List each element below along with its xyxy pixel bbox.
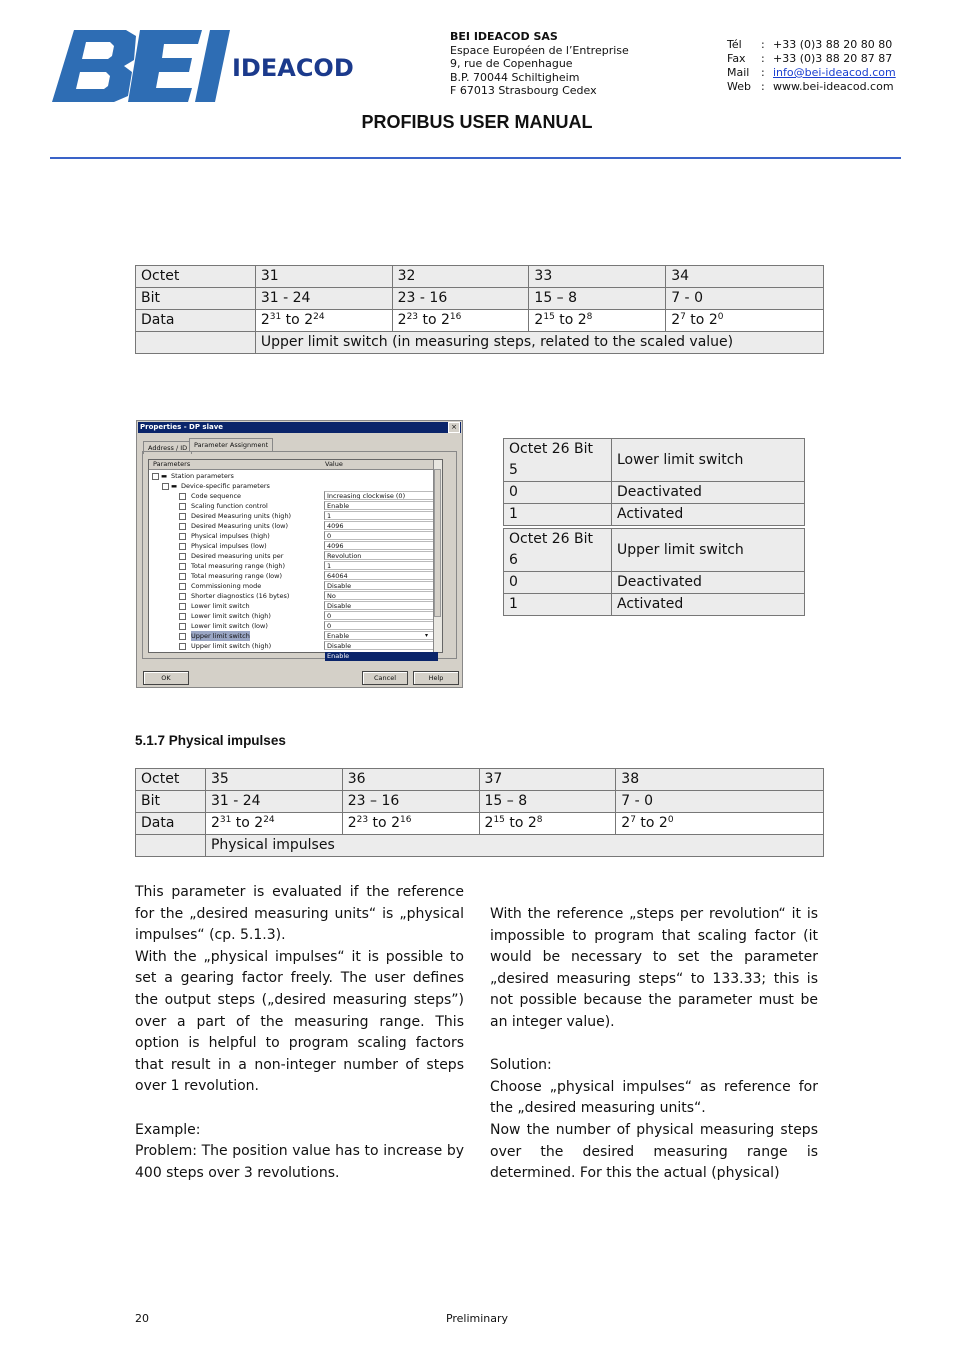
contact-label: Fax bbox=[727, 52, 746, 65]
table-row bbox=[136, 310, 824, 332]
upper-limit-table bbox=[135, 265, 824, 354]
table-cell: 36 bbox=[342, 769, 479, 791]
column-value: Value bbox=[325, 460, 343, 468]
table-row bbox=[136, 288, 824, 310]
scrollbar[interactable] bbox=[433, 460, 442, 652]
chevron-down-icon[interactable]: ▾ bbox=[425, 632, 429, 639]
table-description: Upper limit switch (in measuring steps, related to the scaled value) bbox=[255, 332, 823, 354]
param-icon bbox=[179, 633, 186, 640]
email-link[interactable]: info@bei-ideacod.com bbox=[773, 66, 896, 79]
param-icon bbox=[179, 583, 186, 590]
page-number: 20 bbox=[135, 1312, 149, 1325]
paragraph: With the reference „steps per revolution“ it is impossible to program that scaling factor (it would be necessary to set the parameter „desired measuring steps“ to 133.33; this is not possible because the parameter must be an integer value). bbox=[490, 906, 818, 1030]
table-cell: 7 - 0 bbox=[666, 288, 824, 310]
tree-row[interactable]: Desired Measuring units (low) 4096 bbox=[149, 521, 435, 531]
table-cell: $2^{23}$ to $2^{16}$ bbox=[392, 310, 529, 332]
table-description: Physical impulses bbox=[205, 835, 823, 857]
table-cell: Deactivated bbox=[612, 482, 805, 504]
tree-row[interactable]: Total measuring range (high) 1 bbox=[149, 561, 435, 571]
close-icon[interactable]: × bbox=[448, 422, 460, 433]
table-cell: $2^{31}$ to $2^{24}$ bbox=[205, 813, 342, 835]
contact-label: Tél bbox=[727, 38, 742, 51]
web-value: www.bei-ideacod.com bbox=[773, 80, 894, 93]
dropdown-option-selected[interactable]: Enable bbox=[325, 652, 438, 661]
row-label: Octet bbox=[136, 769, 206, 791]
table-cell: Activated bbox=[612, 594, 805, 616]
table-cell: $2^{15}$ to $2^8$ bbox=[529, 310, 666, 332]
paragraph-blank bbox=[490, 1034, 818, 1056]
folder-icon: ▬ bbox=[171, 482, 178, 490]
row-label: Data bbox=[136, 310, 256, 332]
table-cell: $2^7$ to $2^0$ bbox=[616, 813, 824, 835]
paragraph: Now the number of physical measuring steps over the desired measuring range is determined. For this the actual (physical) bbox=[490, 1121, 818, 1182]
row-label: Data bbox=[136, 813, 206, 835]
param-icon bbox=[179, 503, 186, 510]
param-icon bbox=[179, 613, 186, 620]
contact-block: Tél : +33 (0)3 88 20 80 80 Fax : +33 (0)3 88 20 87 87 Mail : info@bei-ideacod.com Web : www.bei-ideacod.com bbox=[727, 38, 896, 93]
company-address bbox=[450, 30, 629, 98]
tree-row[interactable]: Physical impulses (low) 4096 bbox=[149, 541, 435, 551]
tree-node-root[interactable]: ▬ Station parameters bbox=[149, 471, 435, 481]
table-cell: 31 bbox=[255, 266, 392, 288]
param-icon bbox=[179, 553, 186, 560]
paragraph: Solution: bbox=[490, 1057, 552, 1074]
parameter-tree bbox=[148, 459, 443, 653]
table-row bbox=[136, 835, 824, 857]
table-cell: 1 bbox=[504, 504, 612, 526]
address-line: 9, rue de Copenhague bbox=[450, 57, 573, 71]
tree-row[interactable]: Commissioning mode Disable bbox=[149, 581, 435, 591]
contact-label: Web bbox=[727, 80, 751, 93]
paragraph: Example: bbox=[135, 1121, 201, 1138]
cancel-button[interactable]: Cancel bbox=[362, 671, 408, 685]
tree-row[interactable]: Scaling function control Enable bbox=[149, 501, 435, 511]
footer-status: Preliminary bbox=[445, 1312, 509, 1325]
scrollbar-thumb[interactable] bbox=[434, 469, 441, 617]
upper-limit-bit-table bbox=[503, 528, 805, 616]
tree-row[interactable]: Code sequence Increasing clockwise (0) bbox=[149, 491, 435, 501]
param-icon bbox=[179, 533, 186, 540]
table-cell: 38 bbox=[616, 769, 824, 791]
tree-row-selected[interactable]: Upper limit switch Enable ▾ bbox=[149, 631, 435, 641]
table-cell: 1 bbox=[504, 594, 612, 616]
param-icon bbox=[179, 523, 186, 530]
body-column-left bbox=[135, 882, 464, 1184]
param-icon bbox=[179, 573, 186, 580]
table-row bbox=[504, 572, 805, 594]
lower-limit-bit-table bbox=[503, 438, 805, 526]
table-cell: 7 - 0 bbox=[616, 791, 824, 813]
folder-icon: ▬ bbox=[161, 472, 168, 480]
row-label: Bit bbox=[136, 791, 206, 813]
table-cell: 37 bbox=[479, 769, 616, 791]
tree-row[interactable]: Upper limit switch (high) Disable bbox=[149, 641, 435, 651]
table-row bbox=[136, 791, 824, 813]
table-cell: $2^7$ to $2^0$ bbox=[666, 310, 824, 332]
address-line: F 67013 Strasbourg Cedex bbox=[450, 84, 597, 98]
contact-label: Mail bbox=[727, 66, 750, 79]
logo-wordmark: IDEACOD bbox=[232, 54, 354, 82]
table-header-cell: Lower limit switch bbox=[612, 439, 805, 482]
value-dropdown[interactable]: Enable bbox=[324, 631, 434, 640]
table-cell: 31 - 24 bbox=[205, 791, 342, 813]
table-row bbox=[504, 529, 805, 572]
param-icon bbox=[179, 513, 186, 520]
help-button[interactable]: Help bbox=[413, 671, 459, 685]
collapse-icon[interactable] bbox=[152, 473, 159, 480]
param-icon bbox=[179, 563, 186, 570]
table-row bbox=[136, 266, 824, 288]
paragraph: Choose „physical impulses“ as reference for the „desired measuring units“. bbox=[490, 1078, 818, 1117]
paragraph: This parameter is evaluated if the reference for the „desired measuring units“ is „physical impulses“ (cp. 5.1.3). bbox=[135, 884, 464, 944]
table-row bbox=[504, 594, 805, 616]
table-cell: Deactivated bbox=[612, 572, 805, 594]
ok-button[interactable]: OK bbox=[143, 671, 189, 685]
table-header-cell: Octet 26 Bit 6 bbox=[504, 529, 612, 572]
table-cell: 31 - 24 bbox=[255, 288, 392, 310]
table-cell: 0 bbox=[504, 482, 612, 504]
table-cell: 35 bbox=[205, 769, 342, 791]
tree-row[interactable]: Desired Measuring units (high) 1 bbox=[149, 511, 435, 521]
table-cell: Activated bbox=[612, 504, 805, 526]
tree-node-group[interactable]: ▬ Device-specific parameters bbox=[149, 481, 435, 491]
properties-dialog bbox=[136, 420, 463, 688]
table-row bbox=[504, 439, 805, 482]
table-cell: $2^{23}$ to $2^{16}$ bbox=[342, 813, 479, 835]
tree-row[interactable]: Lower limit switch (high) 0 bbox=[149, 611, 435, 621]
paragraph: With the „physical impulses“ it is possible to set a gearing factor freely. The user defines the output steps („desired measuring steps”) over a part of the measuring range. This option is helpful to program scaling factors that result in a non-integer number of steps over 1 revolution. bbox=[135, 948, 464, 1095]
table-cell: 34 bbox=[666, 266, 824, 288]
address-line: B.P. 70044 Schiltigheim bbox=[450, 70, 580, 84]
bei-ideacod-logo bbox=[52, 30, 367, 104]
tree-row[interactable]: Physical impulses (high) 0 bbox=[149, 531, 435, 541]
tree-header bbox=[149, 460, 435, 470]
tree-row[interactable]: Lower limit switch Disable bbox=[149, 601, 435, 611]
param-icon bbox=[179, 543, 186, 550]
fax-value: +33 (0)3 88 20 87 87 bbox=[773, 52, 893, 65]
tab-address-id[interactable]: Address / ID bbox=[143, 441, 192, 454]
table-row bbox=[504, 482, 805, 504]
tree-row[interactable]: Total measuring range (low) 64064 bbox=[149, 571, 435, 581]
table-cell: 32 bbox=[392, 266, 529, 288]
address-line: Espace Européen de l’Entreprise bbox=[450, 43, 629, 57]
phone-value: +33 (0)3 88 20 80 80 bbox=[773, 38, 893, 51]
dropdown-option: Disable bbox=[324, 641, 434, 650]
table-cell: 33 bbox=[529, 266, 666, 288]
column-parameters: Parameters bbox=[153, 460, 191, 468]
param-icon bbox=[179, 493, 186, 500]
table-cell: $2^{15}$ to $2^8$ bbox=[479, 813, 616, 835]
tree-row[interactable]: Shorter diagnostics (16 bytes) No bbox=[149, 591, 435, 601]
body-column-right bbox=[490, 904, 818, 1185]
tab-parameter-assignment[interactable]: Parameter Assignment bbox=[189, 438, 273, 451]
table-row bbox=[136, 813, 824, 835]
physical-impulses-table bbox=[135, 768, 824, 857]
table-cell: 15 – 8 bbox=[529, 288, 666, 310]
table-header-cell: Octet 26 Bit 5 bbox=[504, 439, 612, 482]
param-icon bbox=[179, 643, 186, 650]
header-divider bbox=[50, 157, 901, 159]
row-label: Octet bbox=[136, 266, 256, 288]
dialog-title: Properties - DP slave bbox=[138, 422, 461, 433]
paragraph-blank bbox=[135, 1098, 464, 1120]
document-title: PROFIBUS USER MANUAL bbox=[361, 112, 593, 132]
table-row bbox=[136, 332, 824, 354]
param-icon bbox=[179, 603, 186, 610]
section-heading: 5.1.7 Physical impulses bbox=[135, 733, 286, 748]
table-header-cell: Upper limit switch bbox=[612, 529, 805, 572]
table-row bbox=[504, 504, 805, 526]
tree-row[interactable]: Desired measuring units per Revolution bbox=[149, 551, 435, 561]
table-cell: 23 – 16 bbox=[342, 791, 479, 813]
table-cell: 15 – 8 bbox=[479, 791, 616, 813]
table-cell: 0 bbox=[504, 572, 612, 594]
param-icon bbox=[179, 623, 186, 630]
row-label: Bit bbox=[136, 288, 256, 310]
table-row bbox=[136, 769, 824, 791]
collapse-icon[interactable] bbox=[162, 483, 169, 490]
table-cell: $2^{31}$ to $2^{24}$ bbox=[255, 310, 392, 332]
tree-row[interactable]: Lower limit switch (low) 0 bbox=[149, 621, 435, 631]
company-name: BEI IDEACOD SAS bbox=[450, 30, 558, 43]
table-cell: 23 - 16 bbox=[392, 288, 529, 310]
param-icon bbox=[179, 593, 186, 600]
paragraph: Problem: The position value has to increase by 400 steps over 3 revolutions. bbox=[135, 1143, 464, 1181]
